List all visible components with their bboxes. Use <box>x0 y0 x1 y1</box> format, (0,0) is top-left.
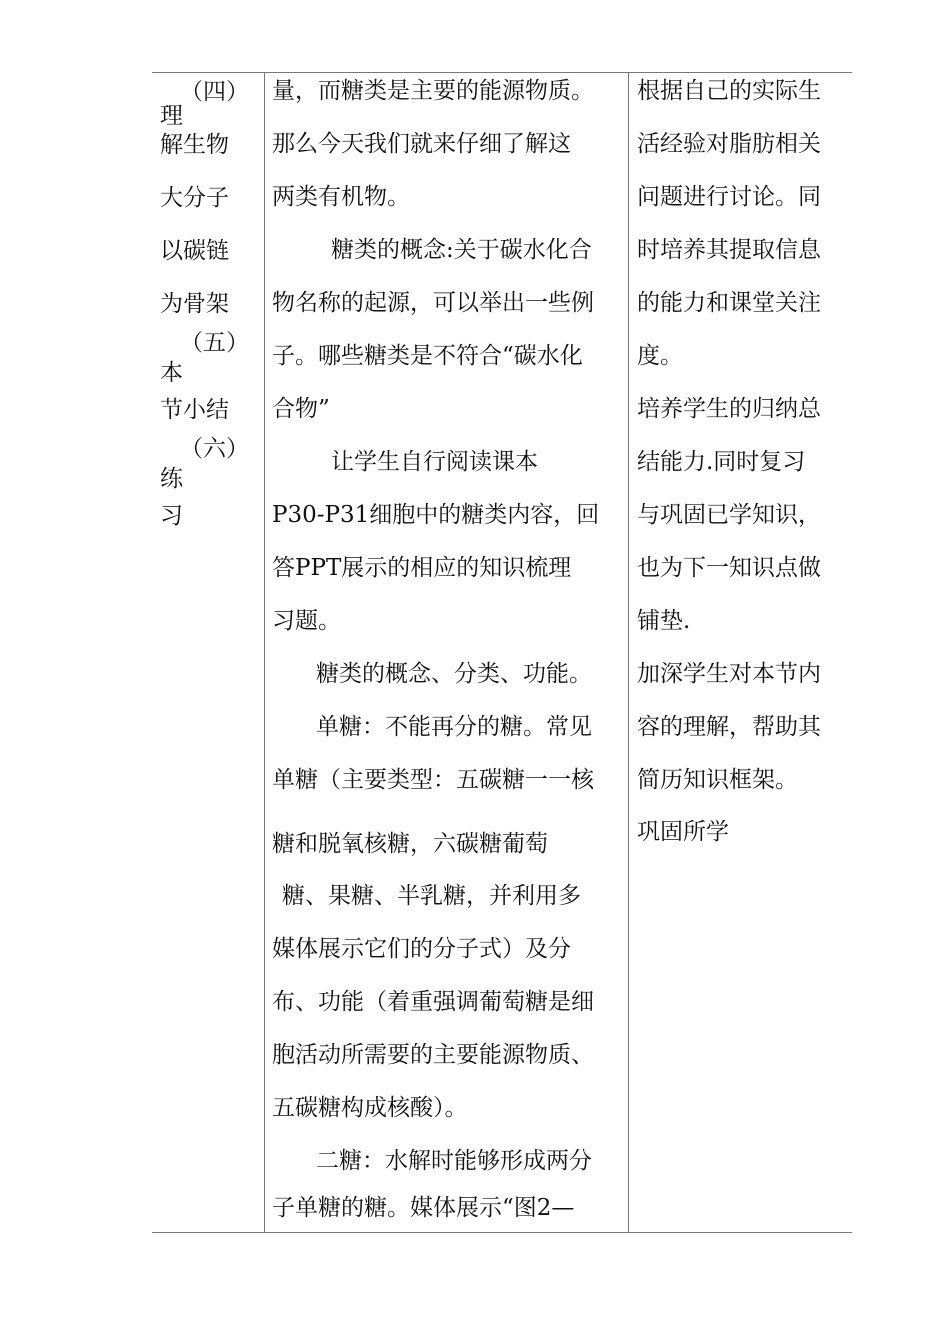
intent-line: 的能力和课堂关注 <box>637 290 821 316</box>
table-top-border <box>152 72 852 73</box>
section-heading-line: 大分子 <box>160 185 229 211</box>
section-heading-line: 理 <box>160 103 183 129</box>
content-line: 单糖（主要类型：五碳糖一一核 <box>272 767 594 793</box>
section-heading-line: （六） <box>180 436 249 462</box>
content-line: 让学生自行阅读课本 <box>331 449 538 475</box>
section-heading-line: 为骨架 <box>160 291 229 317</box>
column-divider-2 <box>628 72 629 1233</box>
content-line: 物名称的起源，可以举出一些例 <box>272 290 594 316</box>
content-line: 单糖：不能再分的糖。常见 <box>316 714 592 740</box>
content-line: 糖类的概念:关于碳水化合 <box>331 237 592 263</box>
content-line: 那么今天我们就来仔细了解这 <box>272 131 571 157</box>
intent-line: 结能力.同时复习 <box>637 449 806 475</box>
content-line: 胞活动所需要的主要能源物质、 <box>272 1042 594 1068</box>
intent-line: 容的理解，帮助其 <box>637 714 821 740</box>
content-line: 答PPT展示的相应的知识梳理 <box>272 555 572 581</box>
intent-line: 根据自己的实际生 <box>637 78 821 104</box>
content-line: 二糖：水解时能够形成两分 <box>316 1148 592 1174</box>
content-line: 子单糖的糖。媒体展示“图2— <box>272 1195 575 1221</box>
section-heading-line: （四） <box>180 79 249 105</box>
intent-line: 活经验对脂肪相关 <box>637 131 821 157</box>
content-line: 糖类的概念、分类、功能。 <box>316 661 592 687</box>
section-heading-line: 以碳链 <box>160 238 229 264</box>
intent-line: 也为下一知识点做 <box>637 555 821 581</box>
section-heading-line: 节小结 <box>160 397 229 423</box>
intent-line: 简历知识框架。 <box>637 767 798 793</box>
content-line: 糖、果糖、半乳糖，并利用多 <box>282 883 581 909</box>
section-heading-line: 习 <box>160 503 183 529</box>
content-line: 量，而糖类是主要的能源物质。 <box>272 78 594 104</box>
intent-line: 时培养其提取信息 <box>637 237 821 263</box>
content-line: 五碳糖构成核酸）。 <box>272 1095 468 1121</box>
section-heading-line: （五） <box>180 330 249 356</box>
section-heading-line: 本 <box>160 360 183 386</box>
content-line: 两类有机物。 <box>272 184 410 210</box>
section-heading-line: 解生物 <box>160 132 229 158</box>
content-line: 糖和脱氧核糖，六碳糖葡萄 <box>272 831 548 857</box>
intent-line: 问题进行讨论。同 <box>637 184 821 210</box>
section-heading-line: 练 <box>160 466 183 492</box>
content-line: P30-P31细胞中的糖类内容，回 <box>272 502 600 528</box>
intent-line: 与巩固已学知识， <box>637 502 821 528</box>
intent-line: 铺垫. <box>637 608 691 634</box>
intent-line: 加深学生对本节内 <box>637 661 821 687</box>
content-line: 子。哪些糖类是不符合“碳水化 <box>272 343 583 369</box>
content-line: 布、功能（着重强调葡萄糖是细 <box>272 989 594 1015</box>
table-bottom-border <box>152 1232 852 1233</box>
intent-line: 度。 <box>637 343 683 369</box>
content-line: 习题。 <box>272 608 341 634</box>
content-line: 合物” <box>272 396 330 422</box>
column-divider-1 <box>264 72 265 1233</box>
intent-line: 培养学生的归纳总 <box>637 396 821 422</box>
content-line: 媒体展示它们的分子式）及分 <box>272 936 571 962</box>
intent-line: 巩固所学 <box>637 819 729 845</box>
